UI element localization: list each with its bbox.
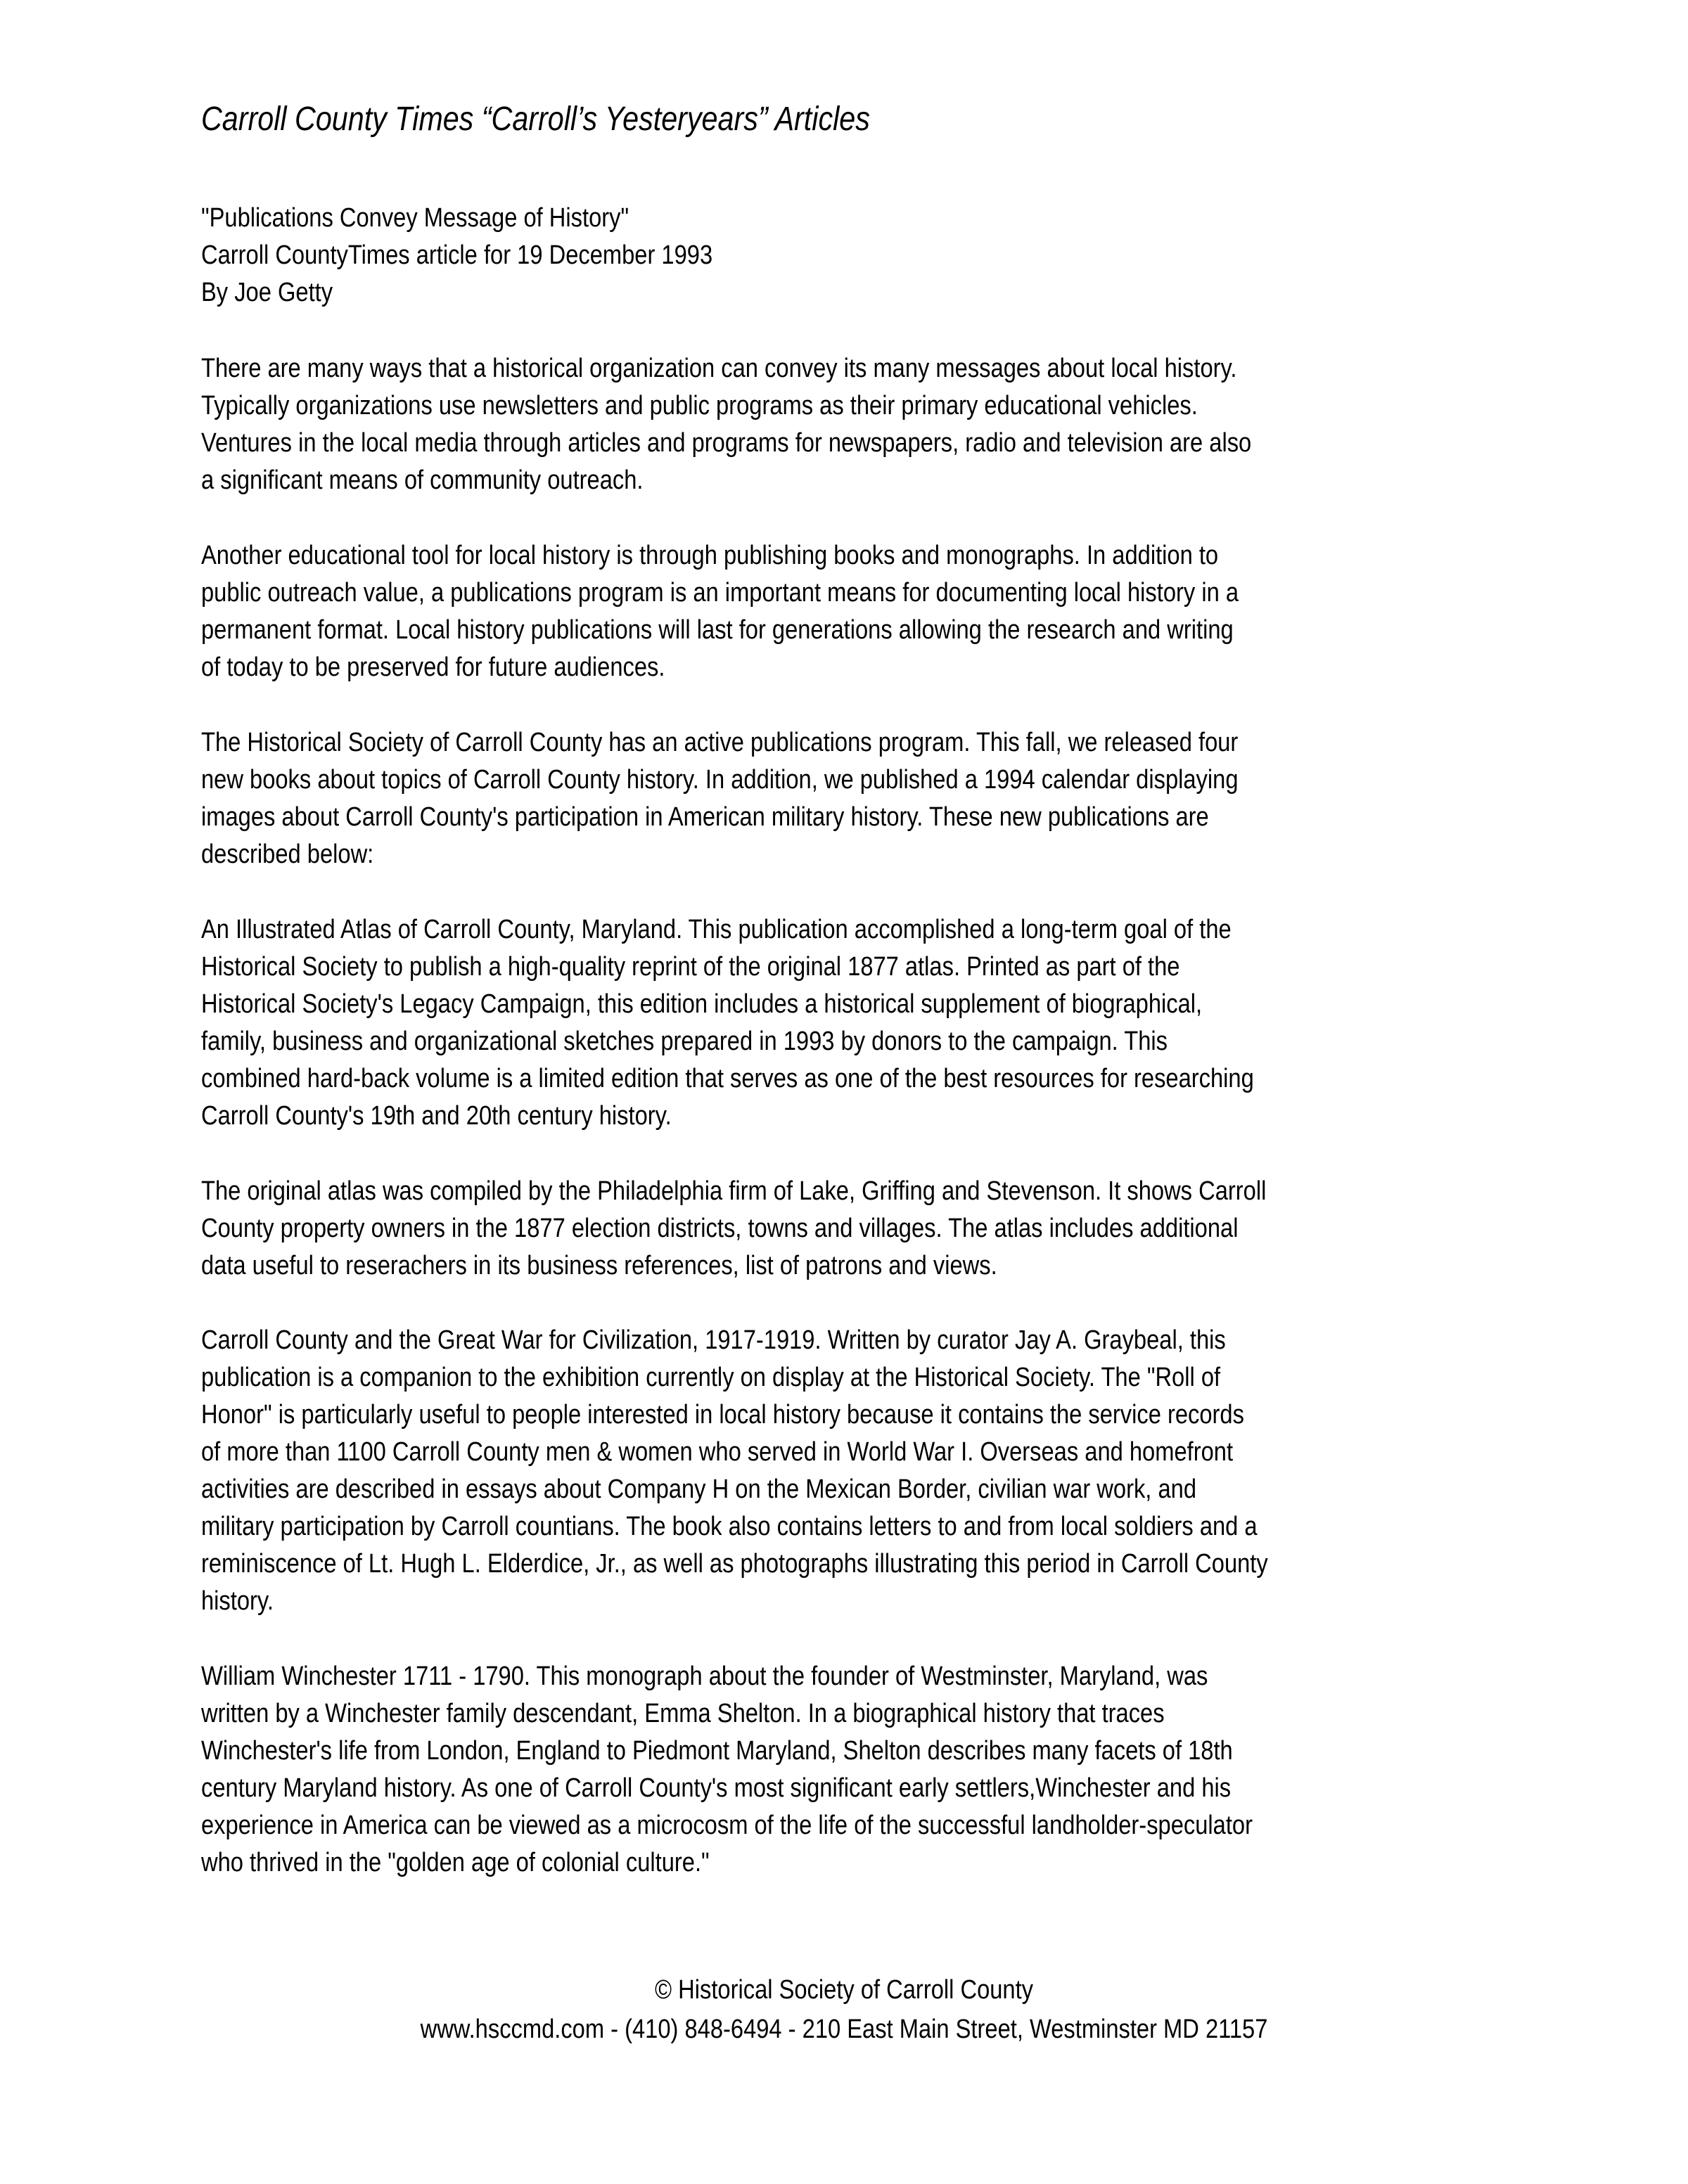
paragraph-2 [201, 537, 1537, 686]
paragraph-line: Honor" is particularly useful to people interested in local history because it contains the service records [201, 1400, 1244, 1430]
paragraph-line: The Historical Society of Carroll County has an active publications program. This fall, we released four [201, 728, 1239, 757]
article-header [201, 200, 1537, 311]
article-dateline: Carroll CountyTimes article for 19 December 1993 [201, 240, 713, 270]
paragraph-line: military participation by Carroll countians. The book also contains letters to and from local soldiers and a [201, 1512, 1258, 1541]
paragraph-line: new books about topics of Carroll County history. In addition, we published a 1994 calendar displaying [201, 765, 1239, 795]
footer-copyright: © Historical Society of Carroll County [654, 1975, 1034, 2005]
paragraph-line: century Maryland history. As one of Carroll County's most significant early settlers,Winchester and his [201, 1773, 1232, 1803]
paragraph-line: images about Carroll County's participation in American military history. These new publications are [201, 802, 1209, 832]
paragraph-line: Winchester's life from London, England to Piedmont Maryland, Shelton describes many facets of 18th [201, 1736, 1233, 1766]
footer-contact: www.hsccmd.com - (410) 848-6494 - 210 East Main Street, Westminster MD 21157 [420, 2015, 1268, 2044]
paragraph-1 [201, 350, 1537, 499]
paragraph-line: described below: [201, 840, 374, 869]
paragraph-line: data useful to reserachers in its business references, list of patrons and views. [201, 1251, 997, 1280]
paragraph-line: activities are described in essays about Company H on the Mexican Border, civilian war work, and [201, 1475, 1196, 1504]
paragraph-line: Ventures in the local media through articles and programs for newspapers, radio and television are also [201, 428, 1252, 458]
paragraph-line: reminiscence of Lt. Hugh L. Elderdice, Jr., as well as photographs illustrating this period in Carroll County [201, 1549, 1268, 1579]
paragraph-line: publication is a companion to the exhibition currently on display at the Historical Society. The "Roll of [201, 1363, 1221, 1392]
paragraph-line: permanent format. Local history publications will last for generations allowing the research and writing [201, 615, 1234, 645]
paragraph-line: family, business and organizational sketches prepared in 1993 by donors to the campaign. This [201, 1027, 1168, 1056]
paragraph-3 [201, 724, 1537, 873]
paragraph-line: Typically organizations use newsletters and public programs as their primary educational vehicles. [201, 391, 1198, 420]
paragraph-line: There are many ways that a historical organization can convey its many messages about local history. [201, 354, 1237, 383]
paragraph-great-war [201, 1322, 1537, 1620]
paragraph-line: of today to be preserved for future audiences. [201, 653, 665, 682]
page-footer [0, 1970, 1688, 2049]
paragraph-line: written by a Winchester family descendant, Emma Shelton. In a biographical history that traces [201, 1699, 1165, 1728]
paragraph-line: public outreach value, a publications program is an important means for documenting local history in a [201, 578, 1239, 608]
paragraph-line: Carroll County's 19th and 20th century history. [201, 1101, 672, 1131]
document-series-title: Carroll County Times “Carroll’s Yesteryears” Articles [201, 101, 870, 138]
paragraph-line: Another educational tool for local history is through publishing books and monographs. In addition to [201, 541, 1219, 570]
article-headline: "Publications Convey Message of History" [201, 203, 629, 233]
paragraph-line: combined hard-back volume is a limited edition that serves as one of the best resources for researching [201, 1064, 1254, 1093]
article-byline: By Joe Getty [201, 278, 333, 307]
paragraph-line: Historical Society's Legacy Campaign, this edition includes a historical supplement of biographical, [201, 989, 1203, 1019]
paragraph-line: of more than 1100 Carroll County men & women who served in World War I. Overseas and homefront [201, 1437, 1234, 1467]
paragraph-line: County property owners in the 1877 election districts, towns and villages. The atlas includes additional [201, 1214, 1239, 1243]
paragraph-original-atlas [201, 1173, 1537, 1285]
paragraph-line: history. [201, 1586, 274, 1616]
paragraph-atlas [201, 911, 1537, 1135]
paragraph-line: William Winchester 1711 - 1790. This monograph about the founder of Westminster, Maryland, was [201, 1662, 1208, 1691]
paragraph-line: experience in America can be viewed as a microcosm of the life of the successful landholder-speculator [201, 1811, 1253, 1840]
paragraph-line: who thrived in the "golden age of colonial culture." [201, 1848, 710, 1877]
paragraph-line: An Illustrated Atlas of Carroll County, Maryland. This publication accomplished a long-term goal of the [201, 915, 1232, 944]
paragraph-line: The original atlas was compiled by the Philadelphia firm of Lake, Griffing and Stevenson. It shows Carroll [201, 1176, 1267, 1206]
paragraph-winchester [201, 1658, 1537, 1882]
paragraph-line: Historical Society to publish a high-quality reprint of the original 1877 atlas. Printed as part of the [201, 952, 1180, 982]
paragraph-line: a significant means of community outreach. [201, 465, 644, 495]
paragraph-line: Carroll County and the Great War for Civilization, 1917-1919. Written by curator Jay A. Graybeal, this [201, 1325, 1226, 1355]
